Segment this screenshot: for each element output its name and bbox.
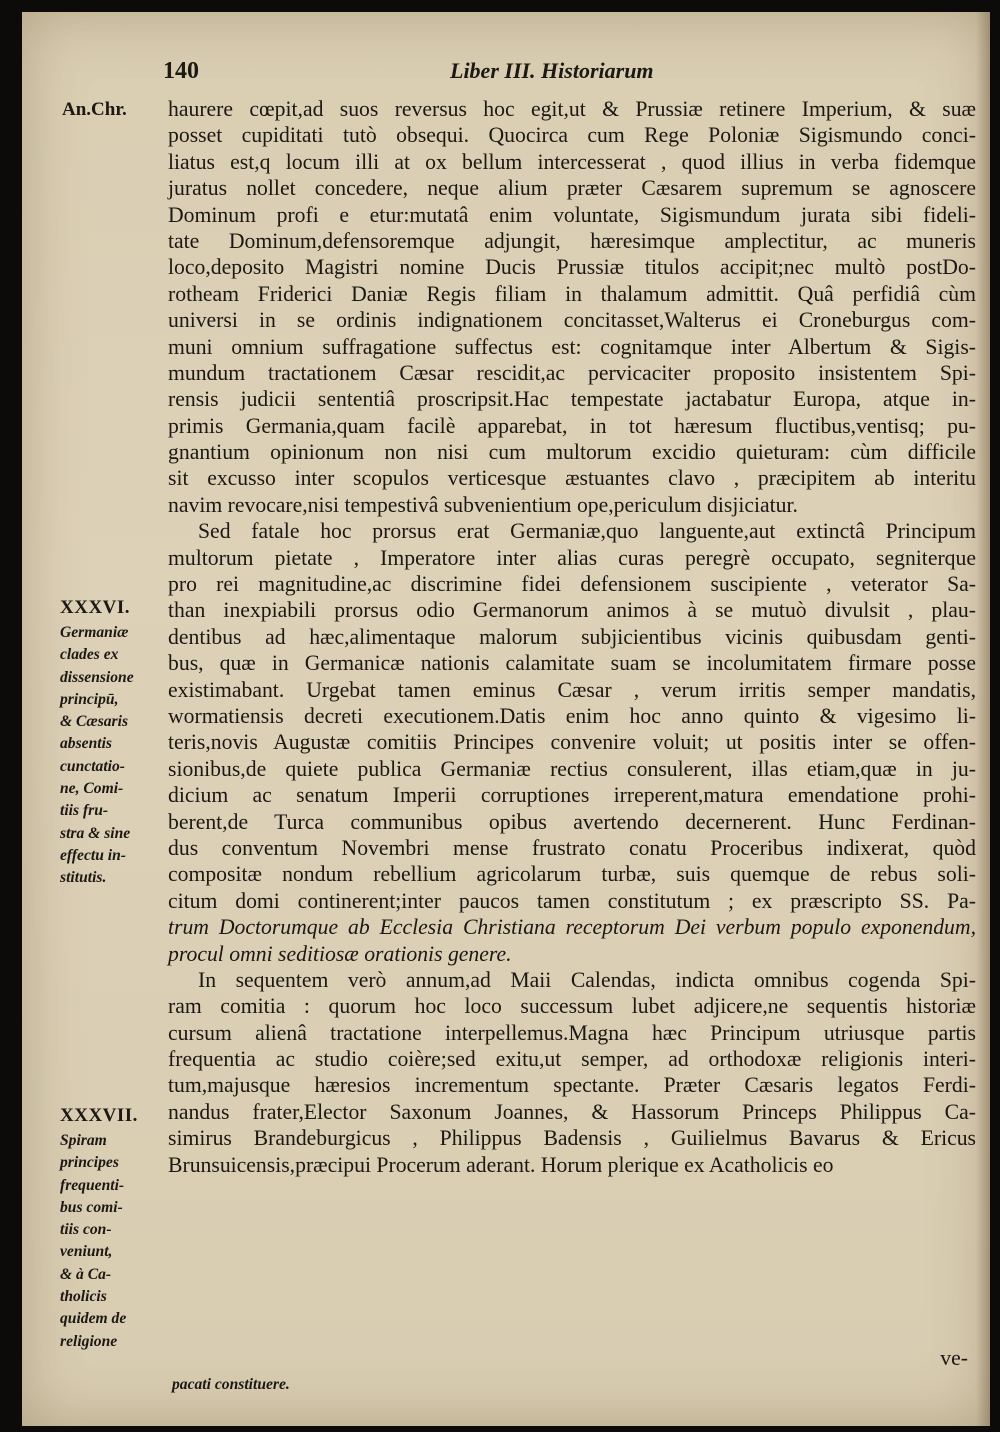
text-line: dicium ac senatum Imperii corruptiones irreperent,matura emendatione prohi- — [168, 783, 976, 808]
text-line: procul omni seditiosæ orationis genere. — [168, 941, 512, 966]
side-note-line: principū, — [60, 690, 119, 708]
side-note-36 — [60, 596, 162, 890]
side-note-line: tholicis — [60, 1288, 107, 1306]
text-line: Sed fatale hoc prorsus erat Germaniæ,quo languente,aut extinctâ Principum — [198, 519, 976, 544]
side-note-line: Germaniæ — [60, 624, 129, 641]
text-line: trum Doctorumque ab Ecclesia Christiana receptorum Dei verbum populo exponendum, — [168, 915, 976, 940]
text-line: In sequentem verò annum,ad Maii Calendas, indicta omnibus cogenda Spi- — [198, 967, 976, 992]
side-note-line: dissensione — [60, 668, 134, 686]
side-note-line: effectu in- — [60, 846, 126, 864]
side-note-line: & à Ca- — [60, 1265, 112, 1283]
side-note-number: XXXVI. — [60, 597, 131, 618]
side-note-line: ne, Comi- — [60, 780, 124, 798]
side-note-line: absentis — [60, 735, 112, 753]
text-line: existimabant. Urgebat tamen eminus Cæsar , verum irritis semper mandatis, — [168, 677, 976, 702]
text-line: ram comitia : quorum hoc loco successum lubet adjicere,ne sequentis historiæ — [168, 994, 976, 1019]
text-line: dus conventum Novembri mense frustrato conatu Proceribus indixerat, quòd — [168, 835, 976, 860]
text-line: compositæ nondum rebellium agricolarum turbæ, suis quemque de rebus soli- — [168, 862, 976, 887]
side-note-line: tiis con- — [60, 1221, 112, 1239]
text-line: sit excusso inter scopulos verticesque æstuantes clavo , præcipitem ab interitu — [168, 466, 976, 491]
side-note-line: cunctatio- — [60, 757, 125, 775]
text-line: mundum tractationem Cæsar rescidit,ac pervicaciter proposito insistentem Spi- — [168, 360, 976, 385]
catchword: ve- — [940, 1346, 968, 1370]
side-note-line: bus comi- — [60, 1198, 123, 1216]
book-page — [22, 12, 990, 1426]
text-line: posset cupiditati tutò obsequi. Quocirca cum Rege Poloniæ Sigismundo conci- — [168, 123, 976, 148]
text-line: universi in se ordinis indignationem concitasset,Walterus ei Croneburgus com- — [168, 308, 976, 333]
text-line: tate Dominum,defensoremque adjungit, hæresimque amplectitur, ac muneris — [168, 228, 976, 253]
text-line: frequentia ac studio coière;sed exitu,ut semper, ad orthodoxæ religionis interi- — [168, 1047, 976, 1072]
text-line: pro rei magnitudine,ac discrimine fidei defensionem suscipiente , veterator Sa- — [168, 572, 976, 597]
side-note-line: principes — [60, 1154, 119, 1172]
side-note-line: stra & sine — [60, 824, 131, 842]
text-line: citum domi continerent;inter paucos tamen constitutum ; ex præscripto SS. Pa- — [168, 888, 976, 913]
text-line: nandus frater,Elector Saxonum Joannes, & Hassorum Princeps Philippus Ca- — [168, 1099, 976, 1124]
text-line: bus, quæ in Germanicæ nationis calamitate suam se incolumitatem firmare posse — [168, 651, 976, 676]
text-line: juratus nollet concedere, neque alium præter Cæsarem supremum se agnoscere — [168, 176, 976, 201]
page-number: 140 — [163, 58, 199, 84]
text-line: cursum alienâ tractatione interpellemus.Magna hæc Principum utriusque partis — [168, 1020, 976, 1045]
text-line: dentibus ad hæc,alimentaque malorum subjicientibus vicinis quibusdam genti- — [168, 624, 976, 649]
text-line: tum,majusque hæresios incrementum spectante. Præter Cæsaris legatos Ferdi- — [168, 1073, 976, 1098]
text-line: rensis judicii sententiâ proscripsit.Hac tempestate jactabatur Europa, atque in- — [168, 387, 976, 412]
page-edge-shadow — [976, 12, 990, 1426]
text-line: loco,deposito Magistri nomine Ducis Prussiæ titulos accipit;nec multò postDo- — [168, 255, 976, 280]
side-note-line: tiis fru- — [60, 802, 109, 820]
running-header — [22, 54, 990, 88]
text-line: Brunsuicensis,præcipui Procerum aderant. Horum plerique ex Acatholicis eo — [168, 1152, 834, 1177]
side-note-line: quidem de — [60, 1310, 127, 1328]
text-line: berent,de Turca communibus opibus avertendo decernerent. Hunc Ferdinan- — [168, 809, 976, 834]
text-line: gnantium opinionum non nisi cum multorum excidio quieturam: cùm difficile — [168, 440, 976, 465]
text-line: haurere cœpit,ad suos reversus hoc egit,ut & Prussiæ retinere Imperium, & suæ — [168, 97, 976, 121]
text-line: multorum pietate , Imperatore inter alias curas peregrè occupato, segniterque — [168, 545, 976, 570]
text-line: rotheam Friderici Daniæ Regis filiam in thalamum admittit. Quâ perfidiâ cùm — [168, 281, 976, 306]
text-line: sionibus,de quiete publica Germaniæ rectius consulerent, illas etiam,quæ in ju- — [168, 756, 976, 781]
text-line: teris,novis Augustæ comitiis Principes convenire voluit; ut positis inter se offen- — [168, 730, 976, 755]
side-note-line: stitutis. — [60, 869, 107, 887]
text-line: Dominum profi e etur:mutatâ enim voluntate, Sigismundum jurata sibi fideli- — [168, 202, 976, 227]
text-line: primis Germania,quam facilè apparebat, in tot hæresum fluctibus,ventisq; pu- — [168, 413, 976, 438]
side-note-line: veniunt, — [60, 1243, 113, 1261]
side-note-number: XXXVII. — [60, 1105, 138, 1126]
running-title: Liber III. Historiarum — [450, 58, 654, 83]
side-note-line: religione — [60, 1332, 118, 1350]
margin-year-marker: An.Chr. — [62, 99, 127, 120]
text-line: liatus est,q locum illi at ox bellum intercesserat , quod illius in verba fidemque — [168, 149, 976, 174]
side-note-line: clades ex — [60, 646, 119, 664]
side-note-line: & Cæsaris — [60, 713, 129, 731]
text-line: wormatiensis decreti executionem.Datis enim hoc anno quinto & vigesimo li- — [168, 703, 976, 728]
side-note-continuation: pacati constituere. — [172, 1376, 290, 1393]
text-line: muni omnium suffragatione suffectus est: cognitamque inter Albertum & Sigis- — [168, 334, 976, 359]
side-note-line: Spiram — [60, 1132, 107, 1149]
main-text-block — [168, 96, 976, 1178]
text-line: than inexpiabili prorsus odio Germanorum animos à se mutuò divulsit , plau- — [168, 598, 976, 623]
side-note-37 — [60, 1104, 162, 1353]
side-note-line: frequenti- — [60, 1176, 125, 1194]
text-line: navim revocare,nisi tempestivâ subvenientium ope,periculum disjiciatur. — [168, 492, 798, 517]
text-line: simirus Brandeburgicus , Philippus Badensis , Guilielmus Bavarus & Ericus — [168, 1126, 976, 1151]
